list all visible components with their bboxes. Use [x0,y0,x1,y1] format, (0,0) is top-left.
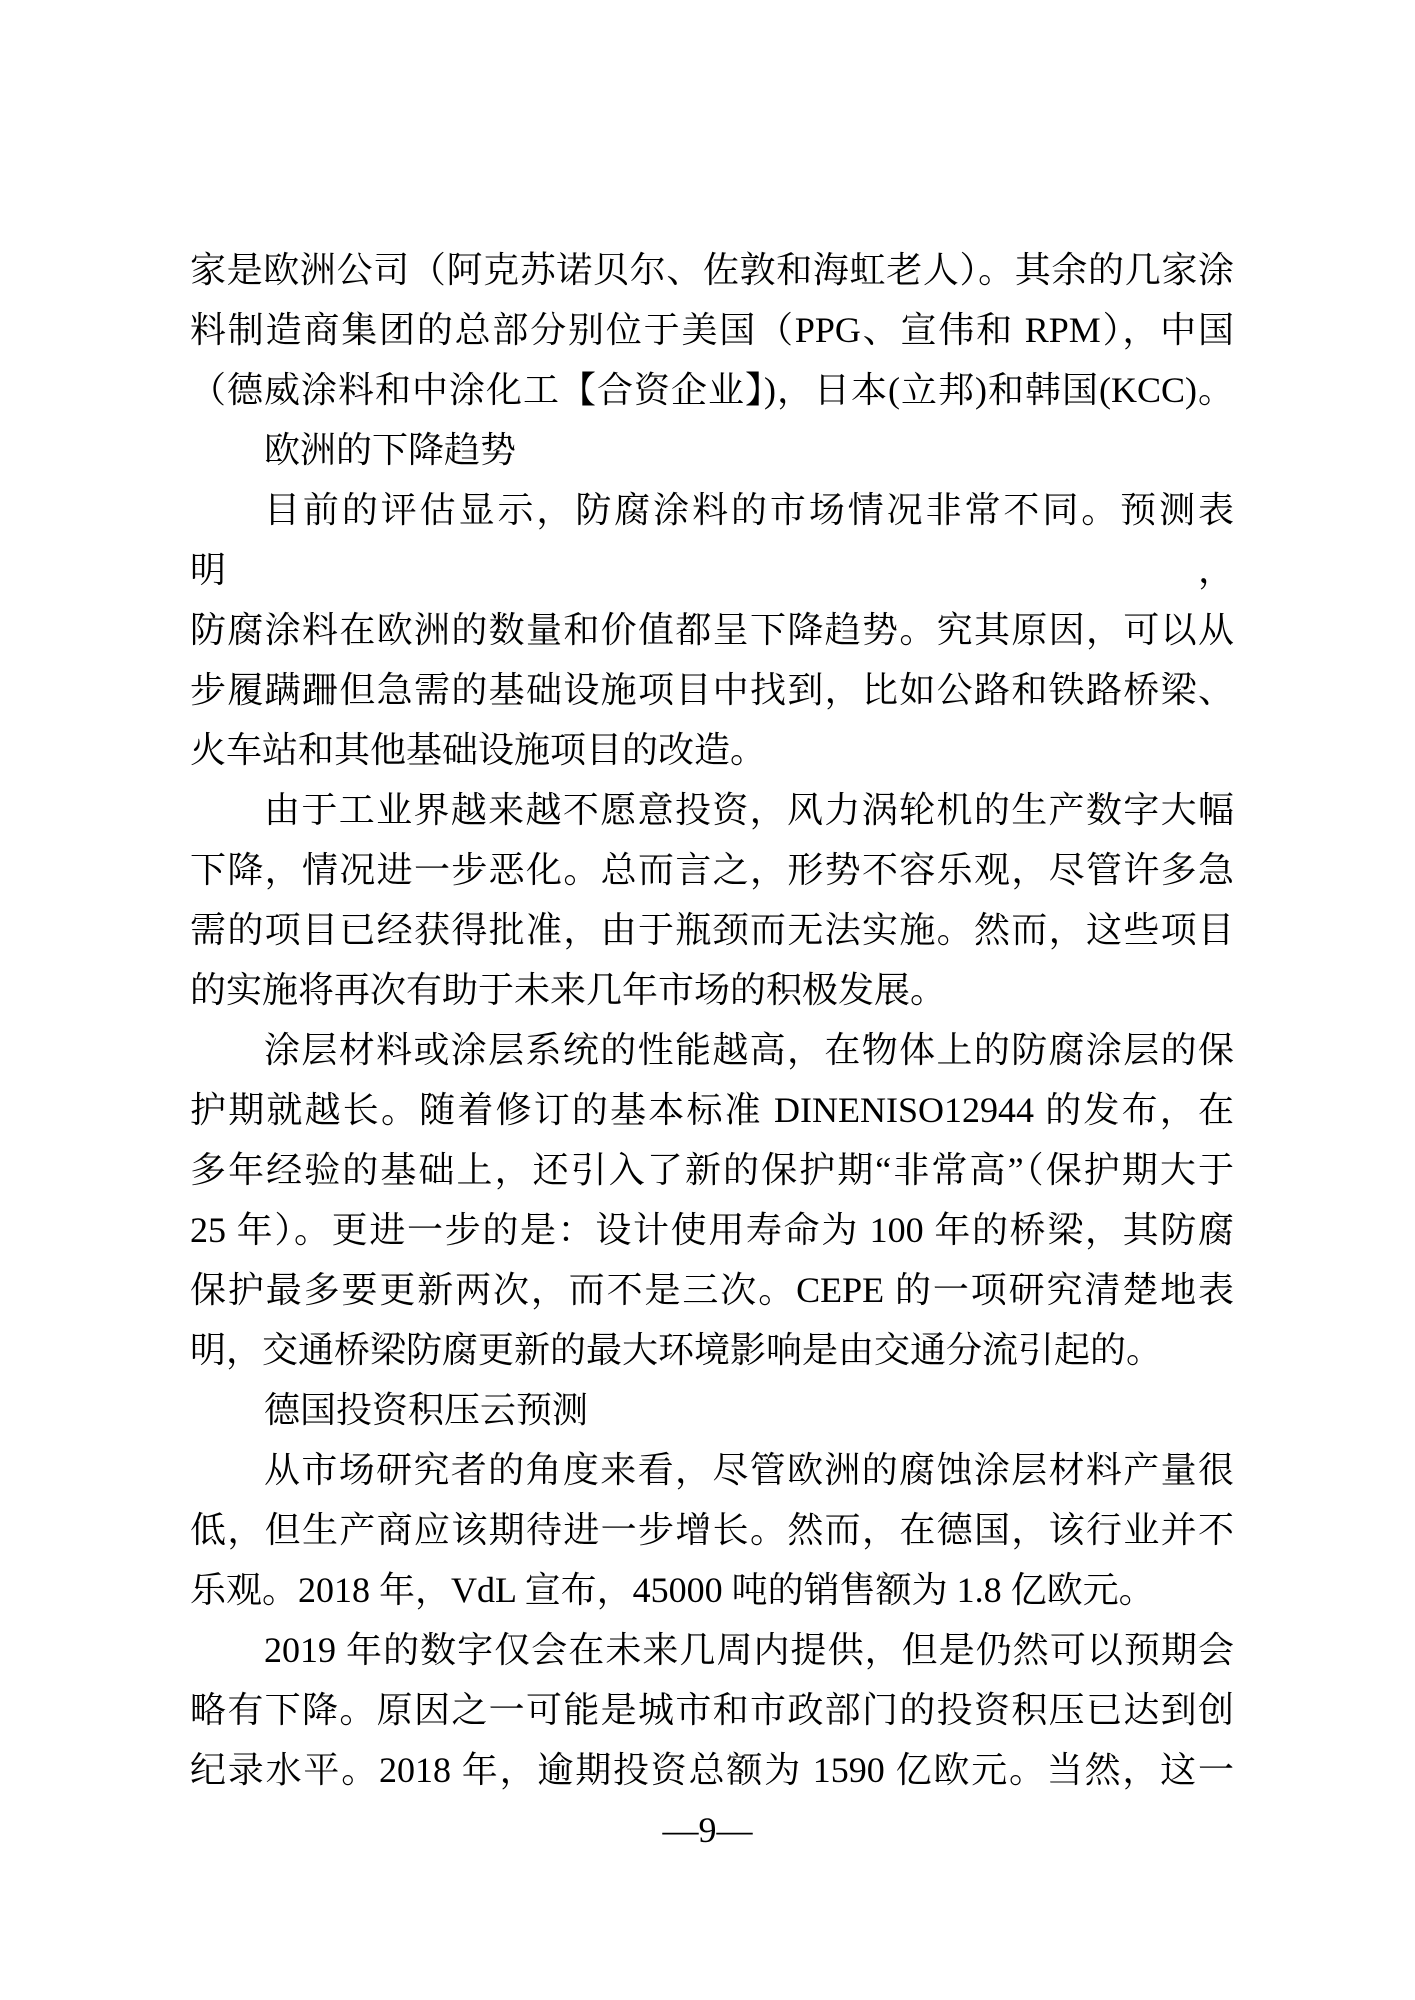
text-line: （德威涂料和中涂化工【合资企业】)，日本(立邦)和韩国(KCC)。 [190,370,1234,410]
section-heading [190,420,1234,480]
paragraph [190,780,1234,1020]
text-line: 料制造商集团的总部分别位于美国（PPG、宣伟和 RPM），中国 [190,310,1234,350]
paragraph [190,1020,1234,1380]
heading-line: 德国投资积压云预测 [264,1390,589,1430]
text-line: 下降，情况进一步恶化。总而言之，形势不容乐观，尽管许多急 [190,850,1234,890]
text-line: 从市场研究者的角度来看，尽管欧洲的腐蚀涂层材料产量很 [264,1450,1234,1490]
text-line: 需的项目已经获得批准，由于瓶颈而无法实施。然而，这些项目 [190,910,1234,950]
text-line: 防腐涂料在欧洲的数量和价值都呈下降趋势。究其原因，可以从 [190,610,1234,650]
text-line: 步履蹒跚但急需的基础设施项目中找到，比如公路和铁路桥梁、 [190,670,1234,710]
page-footer [0,1800,1415,1860]
paragraph [190,480,1234,780]
section-heading [190,1380,1234,1440]
text-line: 保护最多要更新两次，而不是三次。CEPE 的一项研究清楚地表 [190,1270,1234,1310]
text-block [190,240,1234,1800]
text-line: 的实施将再次有助于未来几年市场的积极发展。 [190,970,947,1010]
text-line: 涂层材料或涂层系统的性能越高，在物体上的防腐涂层的保 [264,1030,1234,1070]
text-line: 火车站和其他基础设施项目的改造。 [190,730,767,770]
paragraph [190,1440,1234,1620]
text-line: 家是欧洲公司（阿克苏诺贝尔、佐敦和海虹老人）。其余的几家涂 [190,250,1234,290]
text-line: 纪录水平。2018 年，逾期投资总额为 1590 亿欧元。当然，这一 [190,1750,1234,1790]
text-line: 略有下降。原因之一可能是城市和市政部门的投资积压已达到创 [190,1690,1234,1730]
page-number: —9— [662,1810,753,1850]
text-line: 明，交通桥梁防腐更新的最大环境影响是由交通分流引起的。 [190,1330,1163,1370]
text-line: 由于工业界越来越不愿意投资，风力涡轮机的生产数字大幅 [264,790,1234,830]
paragraph [190,240,1234,420]
text-line: 护期就越长。随着修订的基本标准 DINENISO12944 的发布，在 [190,1090,1234,1130]
paragraph [190,1620,1234,1800]
text-line: 乐观。2018 年，VdL 宣布，45000 吨的销售额为 1.8 亿欧元。 [190,1570,1155,1610]
text-line: 25 年）。更进一步的是：设计使用寿命为 100 年的桥梁，其防腐 [190,1210,1234,1250]
text-line: 目前的评估显示，防腐涂料的市场情况非常不同。预测表明， [190,490,1234,590]
text-line: 2019 年的数字仅会在未来几周内提供，但是仍然可以预期会 [264,1630,1234,1670]
text-line: 多年经验的基础上，还引入了新的保护期“非常高”（保护期大于 [190,1150,1234,1190]
text-line: 低，但生产商应该期待进一步增长。然而，在德国，该行业并不 [190,1510,1234,1550]
heading-line: 欧洲的下降趋势 [264,430,517,470]
